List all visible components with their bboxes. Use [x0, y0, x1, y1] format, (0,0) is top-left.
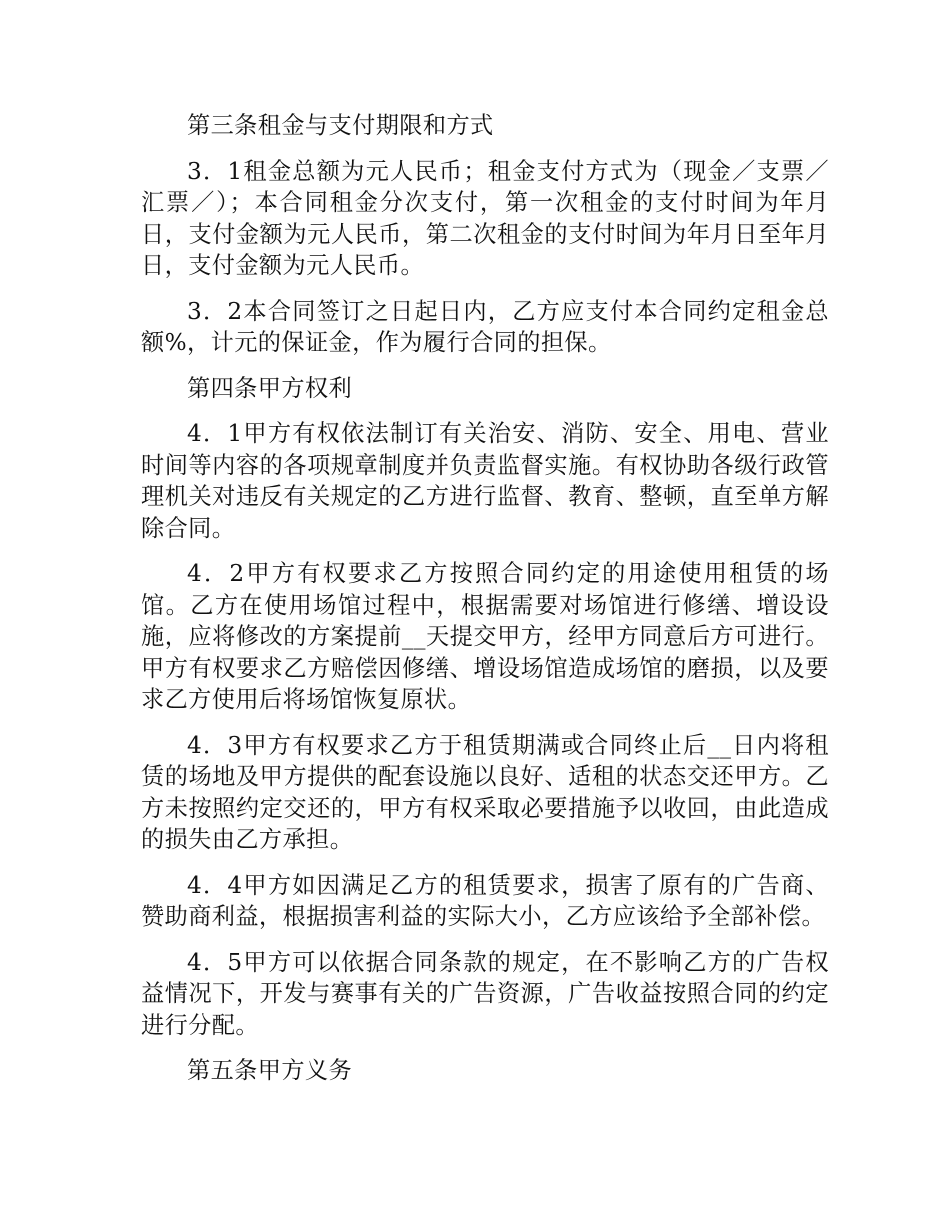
- section-heading-article-5: 第五条甲方义务: [187, 1057, 353, 1084]
- clause-3-1: 3．1租金总额为元人民币；租金支付方式为（现金／支票／汇票／）；本合同租金分次支付，第一次租金的支付时间为年月日，支付金额为元人民币，第二次租金的支付时间为年月日至年月日，支付金额为元人民币。: [141, 157, 829, 279]
- clause-4-1: 4．1甲方有权依法制订有关治安、消防、安全、用电、营业时间等内容的各项规章制度并负责监督实施。有权协助各级行政管理机关对违反有关规定的乙方进行监督、教育、整顿，直至单方解除合同。: [141, 420, 829, 542]
- section-heading-article-4: 第四条甲方权利: [187, 374, 353, 402]
- clause-4-4: 4．4甲方如因满足乙方的租赁要求，损害了原有的广告商、赞助商利益，根据损害利益的实际大小，乙方应该给予全部补偿。: [141, 871, 829, 930]
- clause-4-3: 4．3甲方有权要求乙方于租赁期满或合同终止后__日内将租赁的场地及甲方提供的配套设施以良好、适租的状态交还甲方。乙方未按照约定交还的，甲方有权采取必要措施予以收回，由此造成的损失由乙方承担。: [141, 731, 829, 853]
- clause-3-2: 3．2本合同签订之日起日内，乙方应支付本合同约定租金总额%，计元的保证金，作为履行合同的担保。: [141, 297, 829, 356]
- document-page: [141, 110, 829, 1101]
- clause-4-5: 4．5甲方可以依据合同条款的规定，在不影响乙方的广告权益情况下，开发与赛事有关的广告资源，广告收益按照合同的约定进行分配。: [141, 948, 829, 1039]
- section-heading-article-3: 第三条租金与支付期限和方式: [187, 112, 494, 139]
- clause-4-2: 4．2甲方有权要求乙方按照合同约定的用途使用租赁的场馆。乙方在使用场馆过程中，根据需要对场馆进行修缮、增设设施，应将修改的方案提前__天提交甲方，经甲方同意后方可进行。甲方有权要求乙方赔偿因修缮、增设场馆造成场馆的磨损，以及要求乙方使用后将场馆恢复原状。: [141, 560, 829, 713]
